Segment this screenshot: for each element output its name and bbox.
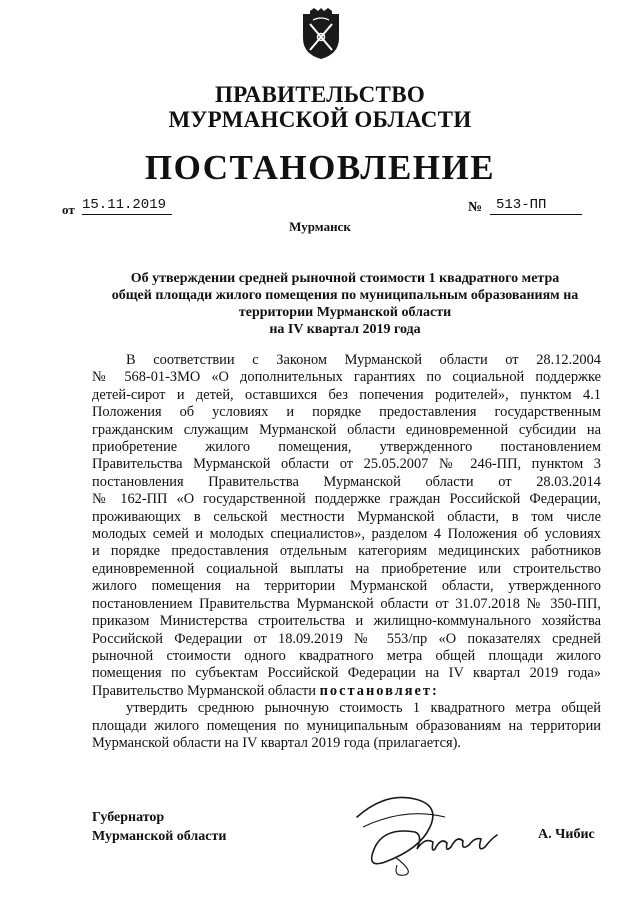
document-body bbox=[92, 352, 601, 752]
body-line: утвердить среднюю рыночную стоимость 1 квадратного метра общей bbox=[126, 700, 601, 717]
signatory-position-line2: Мурманской области bbox=[92, 829, 227, 844]
date-label: от bbox=[62, 202, 75, 217]
body-line: площади жилого помещения по муниципальным образованиям на территории bbox=[92, 717, 601, 734]
government-title-line2: МУРМАНСКОЙ ОБЛАСТИ bbox=[168, 107, 472, 132]
body-line: В соответствии с Законом Мурманской области от 28.12.2004 bbox=[126, 352, 601, 368]
date-value: 15.11.2019 bbox=[82, 197, 172, 215]
body-line: и порядке предоставления отдельным категориям медицинских работников bbox=[92, 543, 601, 560]
body-line: проживающих в сельской местности Мурманской области, в том числе bbox=[92, 508, 601, 525]
body-line: детей-сирот и детей, оставшихся без попечения родителей», пунктом 4.1 bbox=[92, 386, 601, 403]
body-line: № 162-ПП «О государственной поддержке граждан Российской Федерации, bbox=[92, 491, 601, 508]
title-line: территории Мурманской области bbox=[238, 305, 452, 320]
body-line: помещения по субъектам Российской Федерации на IV квартал 2019 года» bbox=[92, 665, 601, 682]
decision-subject: Правительство Мурманской области bbox=[92, 682, 317, 699]
body-line: № 568-01-ЗМО «О дополнительных гарантиях по социальной поддержке bbox=[92, 369, 601, 386]
signatory-name: А. Чибис bbox=[538, 827, 595, 842]
body-line: постановления Правительства Мурманской области от 28.03.2014 bbox=[92, 473, 601, 490]
body-line: рыночной стоимости одного квадратного метра общей площади жилого bbox=[92, 647, 601, 664]
government-title-line1: ПРАВИТЕЛЬСТВО bbox=[214, 82, 426, 107]
decision-keyword: постановляет: bbox=[319, 682, 439, 699]
body-line-decision bbox=[92, 683, 601, 700]
body-line: постановлением Правительства Мурманской области от 31.07.2018 № 350-ПП, bbox=[92, 595, 601, 612]
signatory-position bbox=[92, 808, 226, 846]
body-line: жилого помещения на территории Мурманской области, утвержденного bbox=[92, 578, 601, 595]
body-line: молодых семей и молодых специалистов», разделом 4 Положения об условиях bbox=[92, 526, 601, 543]
body-line: Правительства Мурманской области от 25.05.2007 № 246-ПП, пунктом 3 bbox=[92, 456, 601, 473]
body-line: приказом Министерства строительства и жилищно-коммунального хозяйства bbox=[92, 613, 601, 630]
document-title bbox=[80, 270, 610, 338]
signatory-position-line1: Губернатор bbox=[92, 810, 165, 825]
title-line: на IV квартал 2019 года bbox=[269, 322, 421, 337]
title-line: общей площади жилого помещения по муниципальным образованиям на bbox=[111, 288, 579, 303]
coat-of-arms-emblem bbox=[301, 8, 341, 60]
body-line: Российской Федерации от 18.09.2019 № 553/пр «О показателях средней bbox=[92, 630, 601, 647]
body-line: Мурманской области на IV квартал 2019 года (прилагается). bbox=[92, 734, 462, 751]
body-line: Положения об условиях и порядке предоставления государственным bbox=[92, 404, 601, 421]
title-line: Об утверждении средней рыночной стоимости 1 квадратного метра bbox=[130, 271, 560, 286]
number-value: 513-ПП bbox=[490, 197, 582, 215]
document-type-heading: ПОСТАНОВЛЕНИЕ bbox=[144, 148, 496, 187]
body-line: гражданским служащим Мурманской области единовременной субсидии на bbox=[92, 421, 601, 438]
number-label: № bbox=[468, 200, 483, 215]
handwritten-signature bbox=[345, 787, 505, 877]
body-line: приобретение жилого помещения, утвержденного постановлением bbox=[92, 439, 601, 456]
body-line: единовременной социальной выплаты на приобретение или строительство bbox=[92, 560, 601, 577]
city-name: Мурманск bbox=[289, 219, 351, 234]
